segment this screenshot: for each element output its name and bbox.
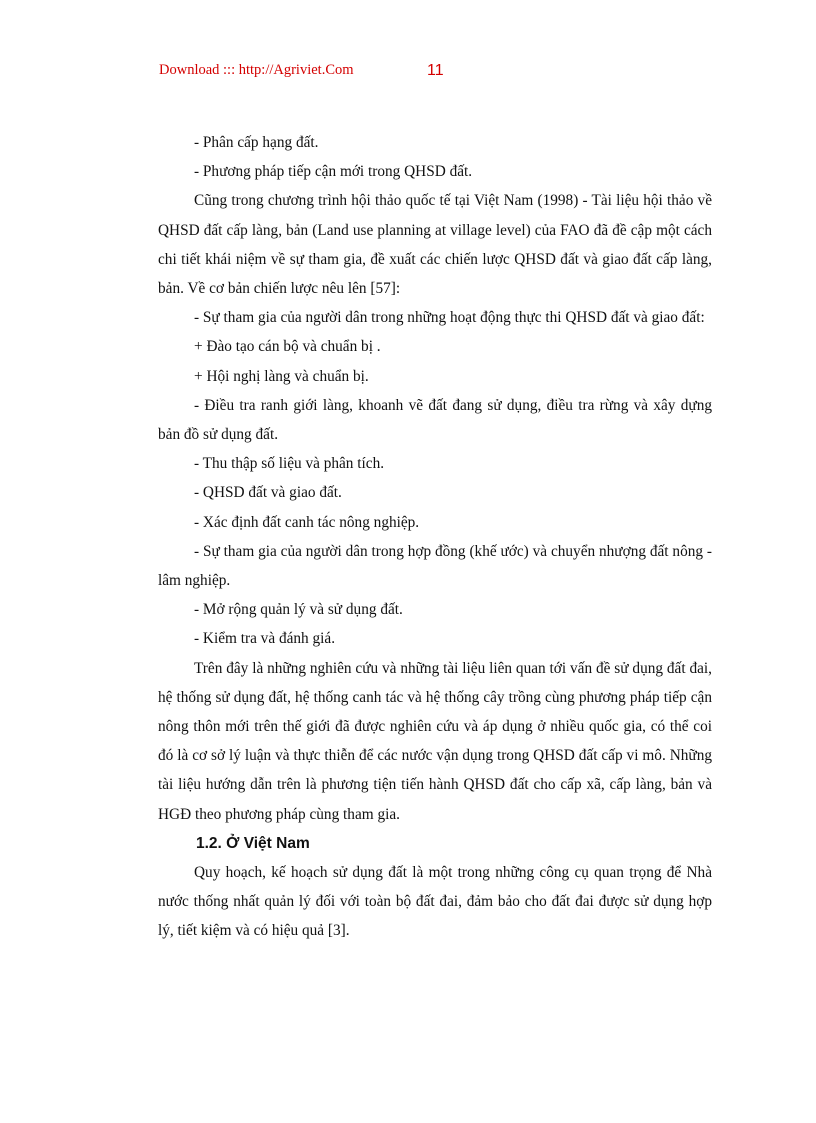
paragraph: - Kiểm tra và đánh giá. [194,630,336,648]
paragraph: - Phương pháp tiếp cận mới trong QHSD đất. [194,163,473,181]
paragraph: - Sự tham gia của người dân trong hợp đồng (khế ước) và chuyển nhượng đất nông - lâm nghiệp. [158,542,712,590]
paragraph: - Xác định đất canh tác nông nghiệp. [194,513,420,531]
document-body [158,128,712,946]
paragraph: Quy hoạch, kế hoạch sử dụng đất là một trong những công cụ quan trọng để Nhà nước thống nhất quản lý đối với toàn bộ đất đai, đảm bảo cho đất đai được sử dụng hợp lý, tiết kiệm và có hiệu quả [3]. [158,864,712,940]
paragraph: Cũng trong chương trình hội thảo quốc tế tại Việt Nam (1998) - Tài liệu hội thảo về QHSD đất cấp làng, bản (Land use planning at village level) của FAO đã đề cập một cách chi tiết khái niệm về sự tham gia, đề xuất các chiến lược QHSD đất và giao đất cấp làng, bản. Về cơ bản chiến lược nêu lên [57]: [158,192,712,298]
paragraph: + Đào tạo cán bộ và chuẩn bị . [194,338,381,356]
paragraph: - QHSD đất và giao đất. [194,484,342,502]
section-heading: 1.2. Ở Việt Nam [196,834,310,852]
page-number: 11 [427,62,444,79]
paragraph: - Sự tham gia của người dân trong những hoạt động thực thi QHSD đất và giao đất: [194,309,705,327]
paragraph: - Điều tra ranh giới làng, khoanh vẽ đất đang sử dụng, điều tra rừng và xây dựng bản đồ sử dụng đất. [158,396,712,444]
paragraph: + Hội nghị làng và chuẩn bị. [194,367,369,385]
download-link[interactable]: Download ::: http://Agriviet.Com [159,62,354,78]
paragraph: - Mở rộng quản lý và sử dụng đất. [194,601,403,619]
page-header [159,62,559,82]
paragraph: - Phân cấp hạng đất. [194,134,319,151]
paragraph: - Thu thập số liệu và phân tích. [194,455,385,473]
paragraph: Trên đây là những nghiên cứu và những tài liệu liên quan tới vấn đề sử dụng đất đai, hệ thống sử dụng đất, hệ thống canh tác và hệ thống cây trồng cùng phương pháp tiếp cận nông thôn mới trên thế giới đã được nghiên cứu và áp dụng ở nhiều quốc gia, có thể coi đó là cơ sở lý luận và thực thiễn để các nước vận dụng trong QHSD đất cấp vi mô. Những tài liệu hướng dẫn trên là phương tiện tiến hành QHSD đất cho cấp xã, cấp làng, bản và HGĐ theo phương pháp cùng tham gia. [158,659,712,823]
